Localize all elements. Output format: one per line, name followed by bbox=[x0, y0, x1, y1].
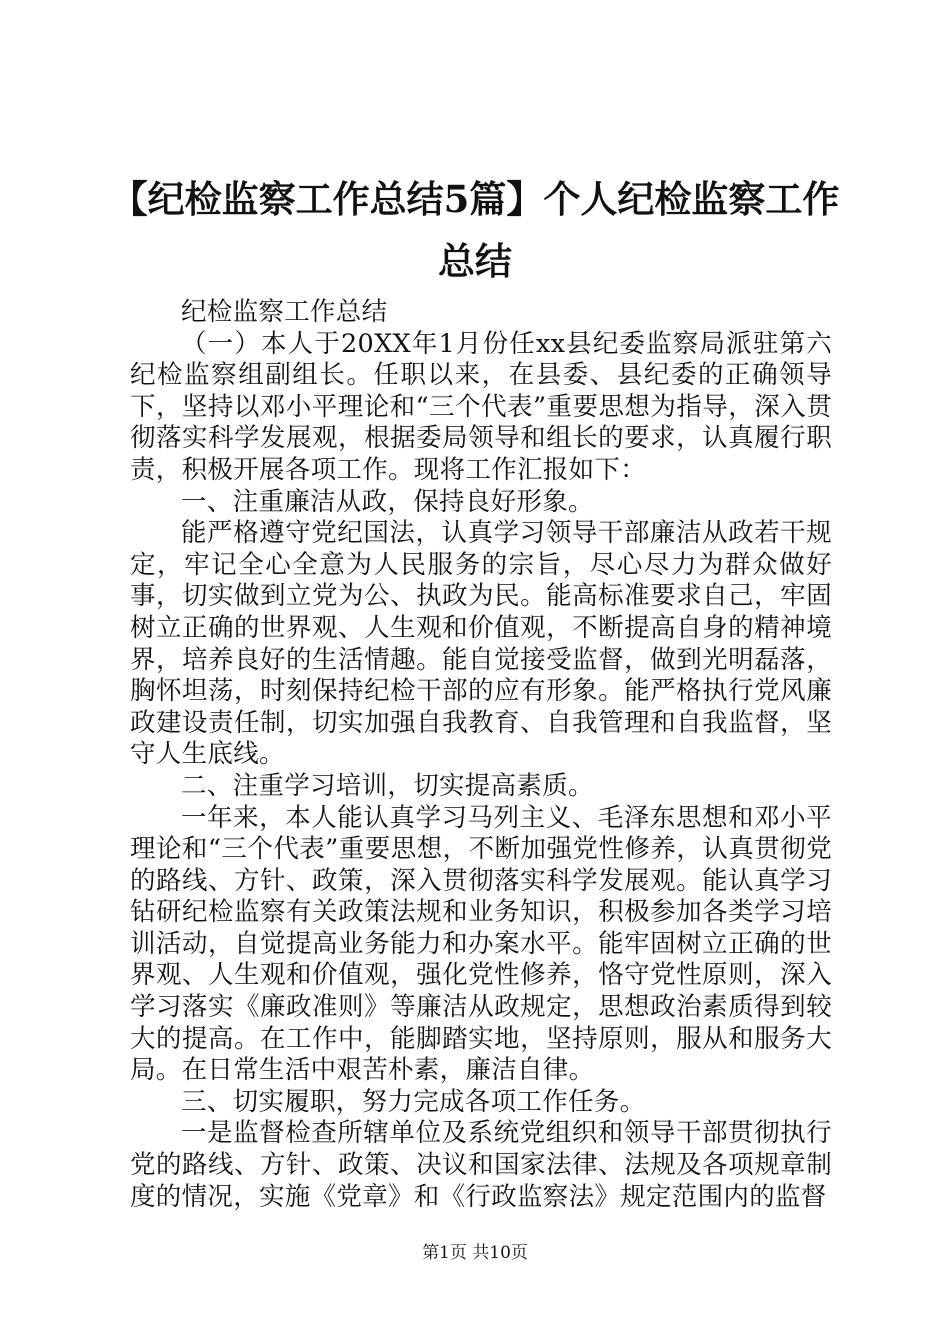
paragraph-section-1: 能严格遵守党纪国法，认真学习领导干部廉洁从政若干规定，牢记全心全意为人民服务的宗旨，尽心尽力为群众做好事，切实做到立党为公、执政为民。能高标准要求自己，牢固树立正确的世界观、人生观和价值观，不断提高自身的精神境界，培养良好的生活情趣。能自觉接受监督，做到光明磊落，胸怀坦荡，时刻保持纪检干部的应有形象。能严格执行党风廉政建设责任制，切实加强自我教育、自我管理和自我监督，坚守人生底线。 bbox=[130, 518, 832, 770]
paragraph-section-2: 一年来，本人能认真学习马列主义、毛泽东思想和邓小平理论和“三个代表”重要思想，不断加强党性修养，认真贯彻党的路线、方针、政策，深入贯彻落实科学发展观。能认真学习钻研纪检监察有关政策法规和业务知识，积极参加各类学习培训活动，自觉提高业务能力和办案水平。能牢固树立正确的世界观、人生观和价值观，强化党性修养，恪守党性原则，深入学习落实《廉政准则》等廉洁从政规定，思想政治素质得到较大的提高。在工作中，能脚踏实地，坚持原则，服从和服务大局。在日常生活中艰苦朴素，廉洁自律。 bbox=[130, 802, 832, 1086]
section-heading-3: 三、切实履职，努力完成各项工作任务。 bbox=[181, 1086, 646, 1117]
paragraph-heading: 纪检监察工作总结 bbox=[181, 297, 388, 327]
page-footer: 第1页 共10页 bbox=[422, 1243, 528, 1263]
document-body bbox=[130, 297, 832, 1213]
paragraph-intro: （一）本人于20XX年1月份任xx县纪委监察局派驻第六纪检监察组副组长。任职以来，在县委、县纪委的正确领导下，坚持以邓小平理论和“三个代表”重要思想为指导，深入贯彻落实科学发展观，根据委局领导和组长的要求，认真履行职责，积极开展各项工作。现将工作汇报如下： bbox=[130, 328, 832, 485]
document-title: 【纪检监察工作总结5篇】个人纪检监察工作总结 bbox=[110, 177, 840, 283]
section-heading-1: 一、注重廉洁从政，保持良好形象。 bbox=[181, 486, 594, 517]
paragraph-section-3: 一是监督检查所辖单位及系统党组织和领导干部贯彻执行党的路线、方针、政策、决议和国家法律、法规及各项规章制度的情况，实施《党章》和《行政监察法》规定范围内的监督 bbox=[130, 1118, 832, 1212]
section-heading-2: 二、注重学习培训，切实提高素质。 bbox=[181, 770, 594, 801]
